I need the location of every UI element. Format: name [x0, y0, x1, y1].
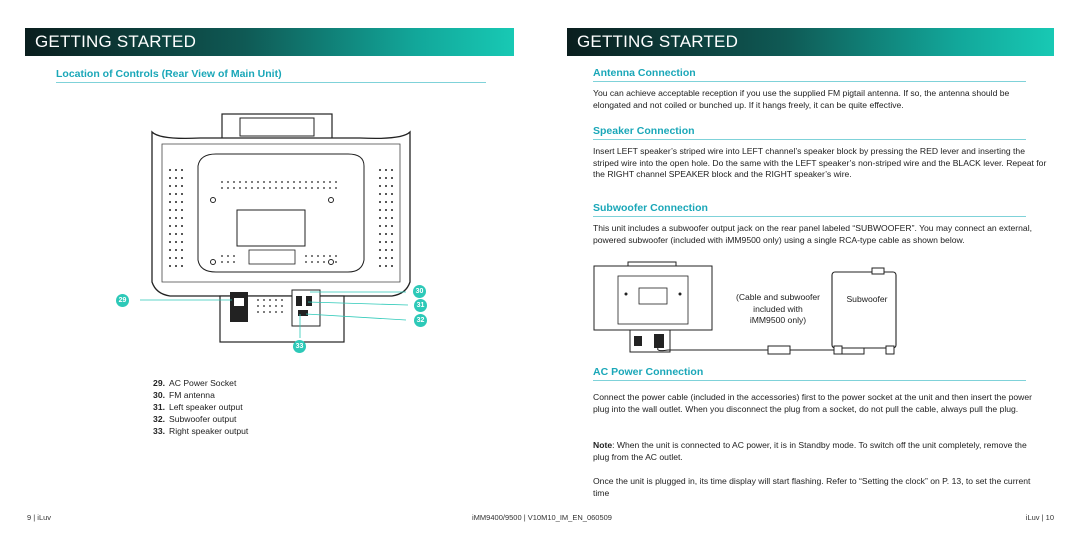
- antenna-paragraph: You can achieve acceptable reception if you use the supplied FM pigtail antenna. If so, the antenna should be elongated and not coiled or bunched up. If it hangs freely, it can be quite effective.: [593, 88, 1010, 110]
- page-banner: GETTING STARTED: [567, 28, 1054, 56]
- rear-view-illustration: [140, 110, 430, 360]
- note-paragraph: [593, 440, 1043, 463]
- subwoofer-label: Subwoofer: [846, 294, 888, 304]
- callout-30: 30: [413, 285, 426, 298]
- note-label: Note: [593, 440, 613, 450]
- right-page-footer: iLuv | 10: [1025, 513, 1054, 522]
- page-banner: GETTING STARTED: [25, 28, 514, 56]
- cable-note-line: included with: [753, 303, 803, 314]
- cable-note: [718, 292, 838, 327]
- final-paragraph: Once the unit is plugged in, its time display will start flashing. Refer to “Setting the clock” on P. 13, to set the current time: [593, 476, 1031, 498]
- controls-legend: [147, 377, 248, 437]
- cable-note-line: iMM9500 only): [749, 315, 807, 326]
- speaker-paragraph: Insert LEFT speaker’s striped wire into LEFT channel’s speaker block by pressing the RED lever and inserting the striped wire into the open hole. Do the same with the LEFT speaker’s non-striped wire and the BLACK lever. Repeat for the RIGHT channel SPEAKER block and the RIGHT speaker’s wire.: [593, 146, 1047, 180]
- legend-item: 33. Right speaker output: [153, 426, 249, 436]
- left-page-footer: 9 | iLuv: [27, 513, 52, 522]
- rear-view-section-title: Location of Controls (Rear View of Main Unit): [56, 68, 486, 83]
- legend-item: 30. FM antenna: [153, 390, 215, 400]
- ac-power-paragraph: Connect the power cable (included in the accessories) first to the power socket at the unit and then insert the power plug into the wall outlet. When you disconnect the plug from a socket, do not pull the cable, always pull the plug.: [593, 392, 1033, 414]
- callout-33: 33: [293, 340, 306, 353]
- subwoofer-paragraph: This unit includes a subwoofer output jack on the rear panel labeled “SUBWOOFER”. You may connect an external, powered subwoofer (included with iMM9500 only) using a single RCA-type cable as shown below.: [593, 223, 1032, 245]
- ac-power-section-title: AC Power Connection: [593, 366, 1026, 381]
- note-text: : When the unit is connected to AC power, it is in Standby mode. To switch off the unit completely, remove the plug from the AC outlet.: [593, 440, 1027, 462]
- speaker-section-title: Speaker Connection: [593, 125, 1026, 140]
- subwoofer-section-title: Subwoofer Connection: [593, 202, 1026, 217]
- callout-31: 31: [414, 299, 427, 312]
- cable-note-line: (Cable and subwoofer: [735, 292, 821, 302]
- legend-item: 32. Subwoofer output: [153, 414, 237, 424]
- document-code-footer: iMM9400/9500 | V10M10_IM_EN_060509: [472, 513, 612, 522]
- callout-32: 32: [414, 314, 427, 327]
- legend-item: 31. Left speaker output: [153, 402, 243, 412]
- right-page: [540, 0, 1080, 540]
- legend-item: 29. AC Power Socket: [153, 378, 237, 388]
- antenna-section-title: Antenna Connection: [593, 67, 1026, 82]
- callout-29: 29: [116, 294, 129, 307]
